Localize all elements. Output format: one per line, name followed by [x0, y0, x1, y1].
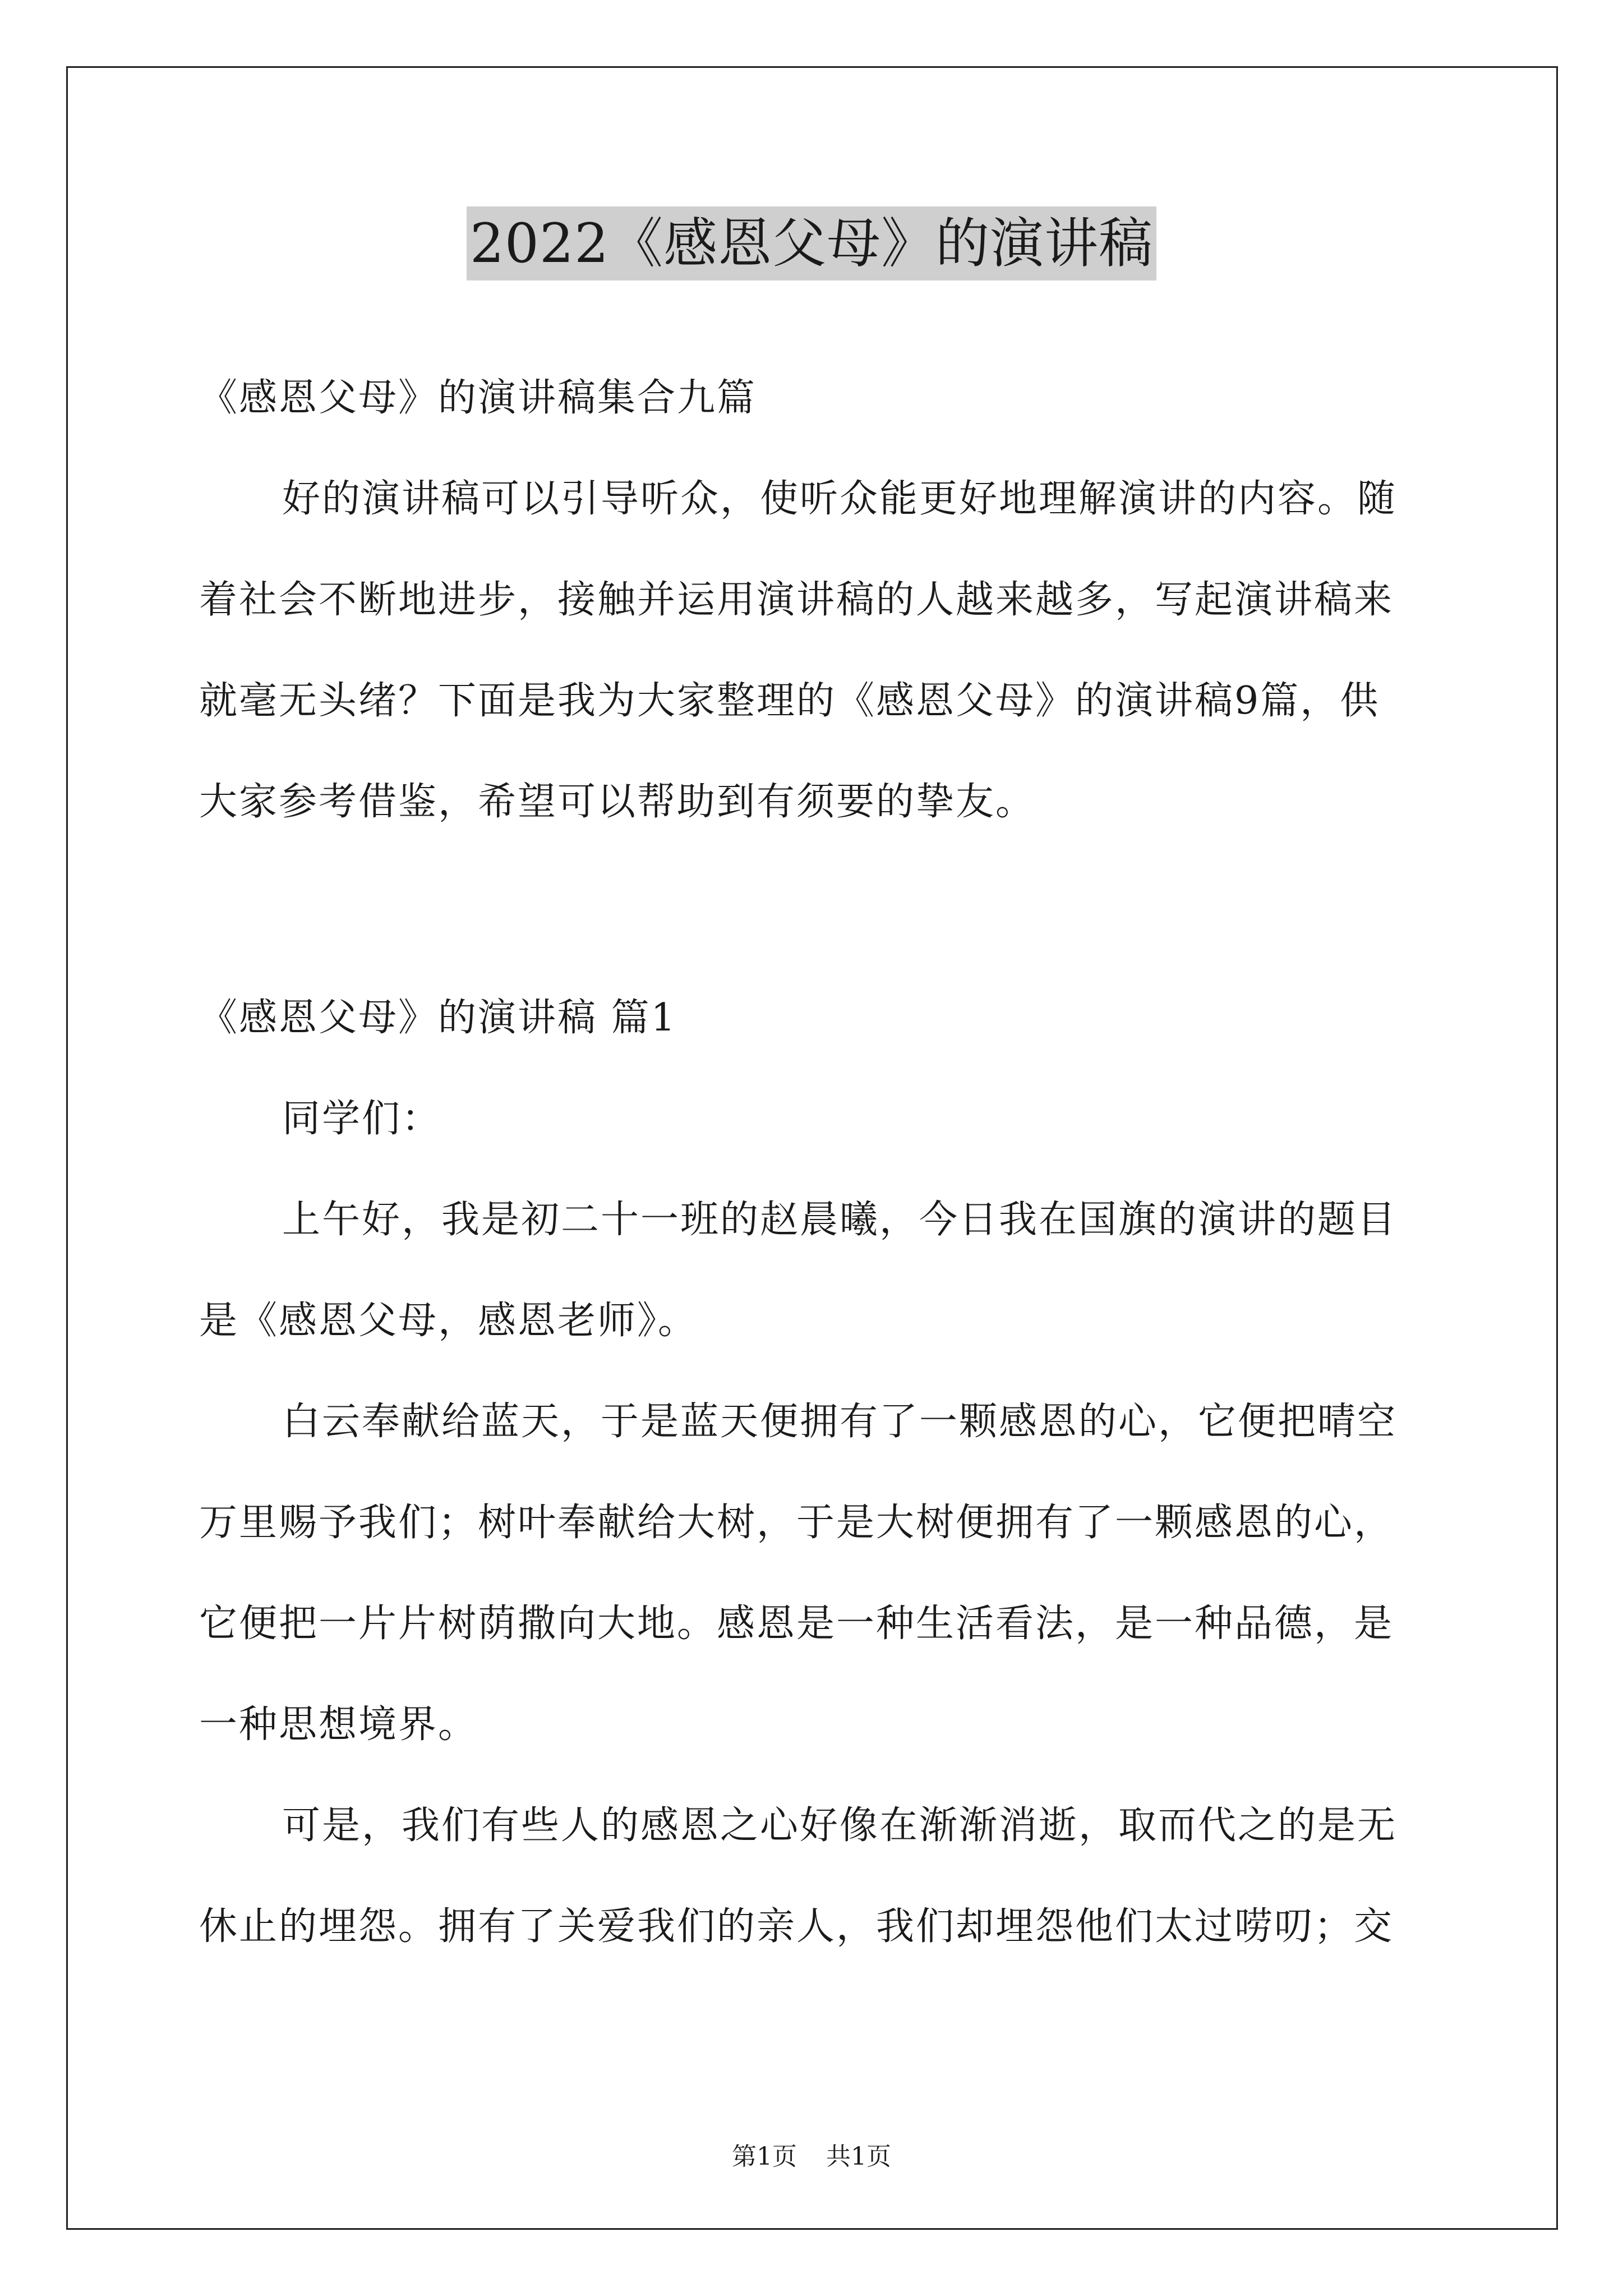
- intro-line: 好的演讲稿可以引导听众，使听众能更好地理解演讲的内容。随: [282, 477, 1398, 521]
- paragraph-line: 白云奉献给蓝天，于是蓝天便拥有了一颗感恩的心，它便把晴空: [282, 1400, 1398, 1444]
- paragraph-line: 是《感恩父母，感恩老师》。: [199, 1299, 698, 1343]
- greeting: 同学们：: [282, 1097, 442, 1141]
- paragraph-line: 它便把一片片树荫撒向大地。感恩是一种生活看法，是一种品德，是: [199, 1602, 1394, 1646]
- section-spacer: [199, 853, 1427, 968]
- paragraph-line: 可是，我们有些人的感恩之心好像在渐渐消逝，取而代之的是无: [282, 1803, 1398, 1848]
- intro-line: 着社会不断地进步，接触并运用演讲稿的人越来越多，写起演讲稿来: [199, 578, 1394, 622]
- paragraph-line: 上午好，我是初二十一班的赵晨曦，今日我在国旗的演讲的题目: [282, 1198, 1398, 1242]
- section-heading: 《感恩父母》的演讲稿 篇1: [199, 996, 677, 1040]
- document-title: 2022《感恩父母》的演讲稿: [467, 206, 1156, 280]
- intro-line: 就毫无头绪？下面是我为大家整理的《感恩父母》的演讲稿9篇，供: [199, 679, 1380, 723]
- document-body: [199, 348, 1427, 1977]
- paragraph-line: 一种思想境界。: [199, 1703, 478, 1747]
- page-footer: [0, 2140, 1623, 2174]
- title-block: [0, 206, 1623, 280]
- paragraph-line: 休止的埋怨。拥有了关爱我们的亲人，我们却埋怨他们太过唠叨；交: [199, 1904, 1394, 1949]
- intro-line: 大家参考借鉴，希望可以帮助到有须要的挚友。: [199, 780, 1036, 824]
- page-number-current: 第1页: [732, 2142, 797, 2171]
- collection-heading: 《感恩父母》的演讲稿集合九篇: [199, 376, 757, 420]
- page-number-total: 共1页: [826, 2142, 891, 2171]
- paragraph-line: 万里赐予我们；树叶奉献给大树，于是大树便拥有了一颗感恩的心，: [199, 1501, 1394, 1545]
